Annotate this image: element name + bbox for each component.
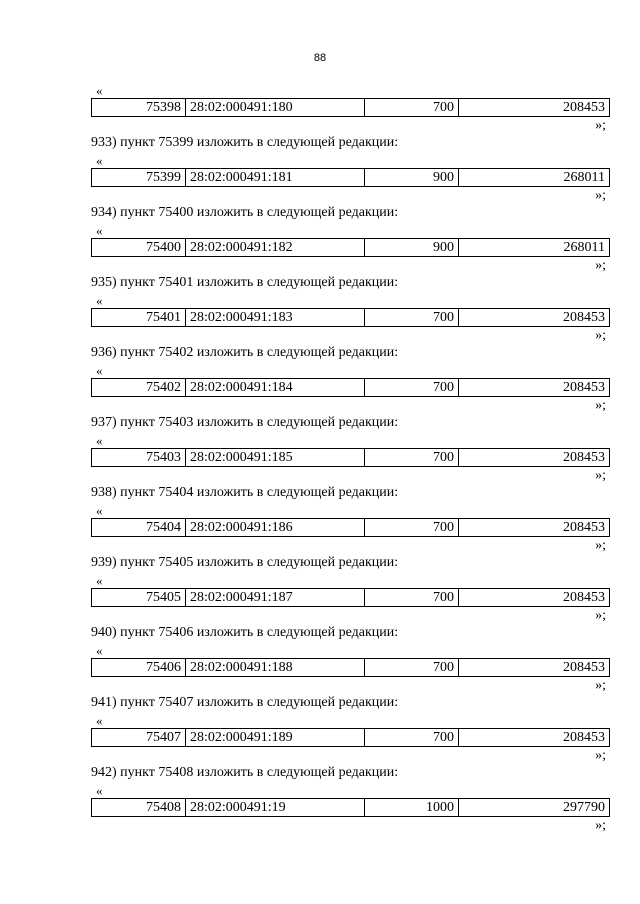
item-number-cell: 75398 [92, 99, 186, 116]
close-quote: »; [595, 398, 606, 413]
area-cell: 900 [365, 169, 459, 186]
area-cell: 700 [365, 519, 459, 536]
amendment-heading: 935) пункт 75401 изложить в следующей редакции: [91, 275, 399, 290]
table-row [91, 798, 610, 817]
cadastral-number-cell: 28:02:000491:183 [186, 309, 365, 326]
amendment-block [91, 765, 610, 852]
area-cell: 700 [365, 379, 459, 396]
amendment-heading: 939) пункт 75405 изложить в следующей редакции: [91, 555, 399, 570]
close-quote: »; [595, 678, 606, 693]
open-quote: « [96, 713, 103, 728]
close-quote: »; [595, 118, 606, 133]
close-quote: »; [595, 608, 606, 623]
close-quote: »; [595, 258, 606, 273]
item-number-cell: 75400 [92, 239, 186, 256]
amendment-heading: 938) пункт 75404 изложить в следующей редакции: [91, 485, 399, 500]
open-quote: « [96, 433, 103, 448]
amendment-heading: 936) пункт 75402 изложить в следующей редакции: [91, 345, 399, 360]
table-row [91, 98, 610, 117]
open-quote: « [96, 83, 103, 98]
close-quote: »; [595, 328, 606, 343]
amendment-heading: 941) пункт 75407 изложить в следующей редакции: [91, 695, 399, 710]
open-quote: « [96, 293, 103, 308]
open-quote: « [96, 643, 103, 658]
amendment-heading: 934) пункт 75400 изложить в следующей редакции: [91, 205, 399, 220]
value-cell: 208453 [563, 380, 605, 395]
open-quote: « [96, 783, 103, 798]
cadastral-number-cell: 28:02:000491:187 [186, 589, 365, 606]
close-quote: »; [595, 188, 606, 203]
item-number-cell: 75408 [92, 799, 186, 816]
area-cell: 700 [365, 99, 459, 116]
item-number-cell: 75399 [92, 169, 186, 186]
cadastral-number-cell: 28:02:000491:188 [186, 659, 365, 676]
open-quote: « [96, 503, 103, 518]
open-quote: « [96, 573, 103, 588]
open-quote: « [96, 363, 103, 378]
cadastral-number-cell: 28:02:000491:189 [186, 729, 365, 746]
area-cell: 700 [365, 589, 459, 606]
table-row [91, 238, 610, 257]
item-number-cell: 75404 [92, 519, 186, 536]
value-cell: 297790 [563, 800, 605, 815]
cadastral-number-cell: 28:02:000491:186 [186, 519, 365, 536]
document-body [91, 82, 610, 852]
item-number-cell: 75402 [92, 379, 186, 396]
table-row [91, 658, 610, 677]
item-number-cell: 75405 [92, 589, 186, 606]
page-number: 88 [313, 52, 327, 64]
area-cell: 700 [365, 659, 459, 676]
item-number-cell: 75406 [92, 659, 186, 676]
table-row [91, 308, 610, 327]
amendment-heading: 942) пункт 75408 изложить в следующей редакции: [91, 765, 399, 780]
cadastral-number-cell: 28:02:000491:181 [186, 169, 365, 186]
item-number-cell: 75401 [92, 309, 186, 326]
cadastral-number-cell: 28:02:000491:185 [186, 449, 365, 466]
cadastral-number-cell: 28:02:000491:180 [186, 99, 365, 116]
table-row [91, 168, 610, 187]
area-cell: 700 [365, 729, 459, 746]
close-quote: »; [595, 468, 606, 483]
table-row [91, 448, 610, 467]
table-row [91, 588, 610, 607]
value-cell: 208453 [563, 450, 605, 465]
open-quote: « [96, 153, 103, 168]
value-cell: 268011 [563, 170, 605, 185]
area-cell: 700 [365, 309, 459, 326]
amendment-heading: 933) пункт 75399 изложить в следующей редакции: [91, 135, 399, 150]
value-cell: 208453 [563, 730, 605, 745]
item-number-cell: 75403 [92, 449, 186, 466]
area-cell: 700 [365, 449, 459, 466]
value-cell: 208453 [563, 310, 605, 325]
cadastral-number-cell: 28:02:000491:19 [186, 799, 365, 816]
item-number-cell: 75407 [92, 729, 186, 746]
table-row [91, 378, 610, 397]
table-row [91, 728, 610, 747]
open-quote: « [96, 223, 103, 238]
close-quote: »; [595, 818, 606, 833]
close-quote: »; [595, 538, 606, 553]
cadastral-number-cell: 28:02:000491:184 [186, 379, 365, 396]
area-cell: 900 [365, 239, 459, 256]
amendment-heading: 937) пункт 75403 изложить в следующей редакции: [91, 415, 399, 430]
value-cell: 208453 [563, 520, 605, 535]
value-cell: 208453 [563, 100, 605, 115]
amendment-heading: 940) пункт 75406 изложить в следующей редакции: [91, 625, 399, 640]
value-cell: 268011 [563, 240, 605, 255]
table-row [91, 518, 610, 537]
value-cell: 208453 [563, 590, 605, 605]
cadastral-number-cell: 28:02:000491:182 [186, 239, 365, 256]
value-cell: 208453 [563, 660, 605, 675]
area-cell: 1000 [365, 799, 459, 816]
close-quote: »; [595, 748, 606, 763]
